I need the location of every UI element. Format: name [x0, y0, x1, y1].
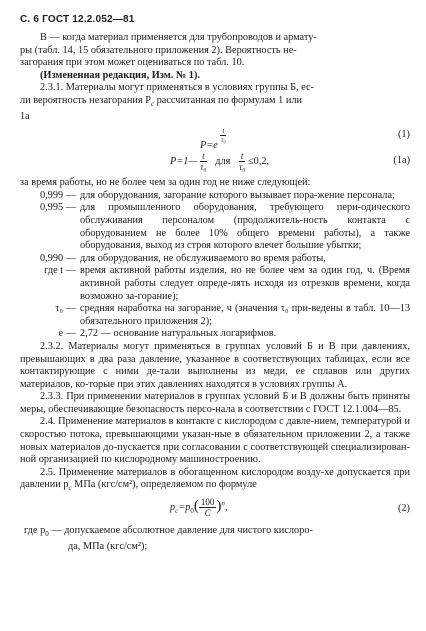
def-desc: время активной работы изделия, но не более чем за один год, ч. (Время активной работы следует опреде-лять исходя из отрезков времени, когда возможно за-горание); [80, 265, 410, 302]
definition-0999 [20, 190, 410, 203]
definition-tau0 [20, 303, 410, 328]
def-desc: для оборудования, не обслуживаемого во время работы, [80, 252, 326, 264]
frac-num: t [240, 151, 244, 162]
formula-1-number: (1) [397, 129, 410, 141]
subscript: c [150, 100, 155, 109]
formula-2-fraction [199, 497, 217, 518]
formula-1a-bound: ≤0,2, [248, 156, 270, 168]
definition-t [20, 265, 410, 303]
para-25 [20, 467, 410, 495]
frac-den: τ₀ [239, 162, 246, 173]
formula-2-number: (2) [397, 503, 410, 515]
para-232: 2.3.2. Материалы могут применяться в группах условий Б и В при давлениях, превышающих в два раза давление, указанное в соответствующих таблицах, если все контактирующие с ними де-тали выполнены из меди, ее сплавов или других материалов, ко-торые при этих давлениях находятся в условиях группы А. [20, 340, 410, 390]
para-231-line3: 1а [20, 110, 30, 122]
formula-2-p: p [170, 501, 176, 513]
formula-2-comma: , [224, 501, 228, 513]
def-term: τ₀ — [55, 303, 76, 315]
formula-1a-for: для [215, 156, 231, 168]
def-term: 0,990 — [39, 252, 76, 264]
formula-2 [20, 495, 410, 525]
text-span: ли вероятность незагорания P [20, 94, 151, 106]
formula-1a-number: (1а) [393, 155, 410, 167]
subscript: c [175, 507, 179, 515]
subscript: 0 [45, 530, 49, 539]
document-body [20, 32, 410, 553]
para-25-where-line2: да, МПа (кгс/см²); [68, 540, 148, 552]
formula-2-open: ( [193, 497, 199, 514]
subscript: 0 [190, 507, 194, 515]
def-term: e — [58, 328, 76, 340]
formula-1-exponent [220, 127, 226, 144]
def-desc: средняя наработка на загорание, ч (значения τ₀ при-ведены в табл. 10—13 обязательного приложения 2); [80, 303, 410, 327]
formula-1a [20, 147, 410, 177]
formula-1 [20, 123, 410, 152]
definition-0995 [20, 202, 410, 252]
formula-1a-condition [239, 151, 246, 172]
para-231-line2 [20, 95, 410, 111]
def-desc: для промышленного оборудования, требующего пери-одического обслуживания персоналом (продолжитель-ность контакта с оборудованием не более 10% общего времени работы), а также оборудования, выход из строя которого влечет большие убытки; [80, 202, 410, 252]
formula-1-base: P=e [200, 140, 218, 152]
frac-den: C [204, 508, 211, 519]
frac-den: τ₀ [200, 162, 207, 173]
frac-num: t [202, 151, 205, 162]
subscript: c [68, 484, 72, 493]
text-span: где p [24, 525, 46, 537]
frac-num: t [222, 127, 225, 136]
amendment-note: (Измененная редакция, Изм. № 1). [40, 69, 200, 81]
formula-text [170, 151, 269, 172]
def-desc: 2,72 — основание натуральных логарифмов. [80, 328, 277, 340]
text-span: 2.5. Применение материалов в обогащенном кислородом возду-хе допускается при давлении p [20, 466, 410, 491]
formula-2-close: ) [216, 497, 222, 514]
page-header: С. 6 ГОСТ 12.2.052—81 [20, 14, 135, 25]
para-233: 2.3.3. При применении материалов в группах условий Б и В должны быть приняты меры, обеспечивающие безопасность персо-нала в соответствии с ГОСТ 12.1.004—85. [20, 391, 410, 415]
formula-2-exp: n [221, 499, 225, 508]
frac-den: τ₀ [220, 136, 226, 145]
para-231-line1: 2.3.1. Материалы могут применяться в условиях группы Б, ес- [40, 82, 314, 94]
text-span: рассчитанная по формулам 1 или [154, 94, 302, 106]
def-term: 0,995 — [39, 202, 76, 214]
frac-num: 100 [200, 497, 215, 508]
para-b-line1: В — когда материал применяется для трубопроводов и армату- [40, 32, 317, 43]
para-b-line3: загорания при этом может оцениваться по табл. 10. [20, 57, 245, 69]
def-desc: для оборудования, загорание которого вызывает пора-жение персонала; [80, 189, 395, 201]
text-span: МПа (кгс/см²), определяемом по формуле [71, 479, 257, 491]
def-term: где t — [44, 265, 76, 277]
para-25-where-line1 [20, 525, 410, 541]
para-b-line2: ры (табл. 14, 15 обязательного приложения 2). Вероятность не- [20, 44, 297, 56]
formula-1a-left: P=1— [170, 156, 198, 168]
formula-1a-fraction [200, 151, 207, 172]
definition-0990 [20, 253, 410, 266]
para-24: 2.4. Применение материалов в контакте с кислородом с давле-нием, температурой и скоростью потока, превышающими указан-ные в обязательном приложении 2, а также новых материалов до-пускается при согласовании с соответствующей специализирован-ной организацией по кислородному машиностроению. [20, 416, 410, 466]
formula-2-eq: =p [178, 501, 191, 513]
para-231-line4: за время работы, но не более чем за один год не ниже следующей: [20, 177, 311, 189]
text-span: — допускаемое абсолютное давление для чистого кислоро- [48, 525, 313, 537]
definition-e [20, 328, 410, 341]
def-term: 0,999 — [39, 189, 76, 201]
formula-text [170, 497, 227, 518]
